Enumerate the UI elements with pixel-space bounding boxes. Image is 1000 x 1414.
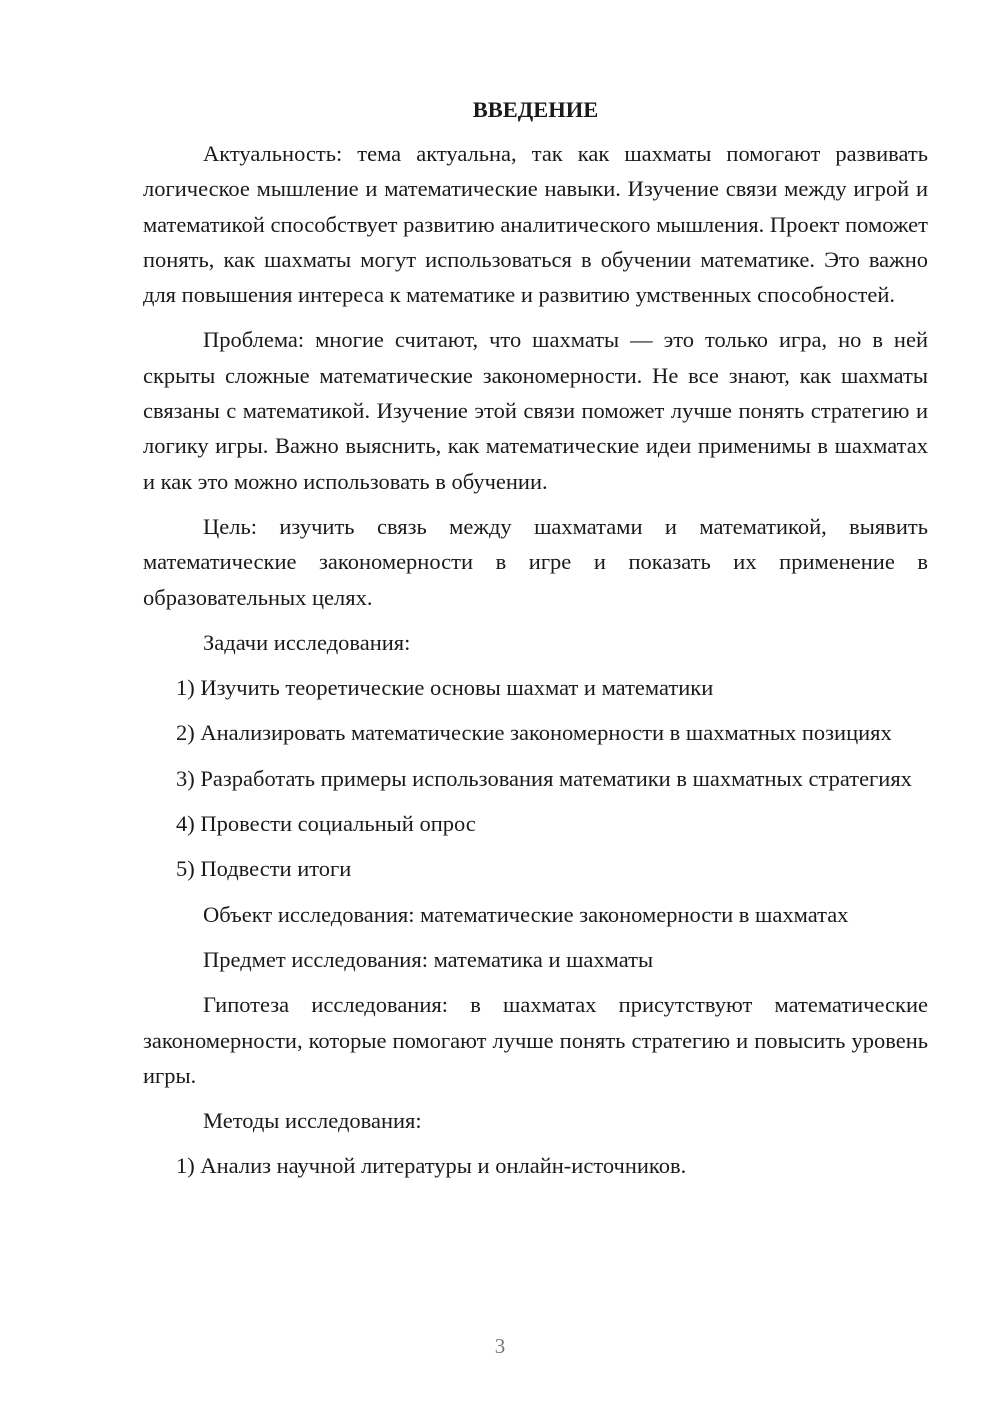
task-item-5: 5) Подвести итоги: [176, 856, 352, 882]
method-item-1: 1) Анализ научной литературы и онлайн-источников.: [176, 1153, 687, 1179]
task-item-4: 4) Провести социальный опрос: [176, 811, 476, 837]
task-item-2: 2) Анализировать математические закономерности в шахматных позициях: [176, 720, 892, 746]
task-item-1: 1) Изучить теоретические основы шахмат и математики: [176, 675, 714, 701]
tasks-heading: Задачи исследования:: [203, 629, 411, 655]
paragraph-goal: Цель: изучить связь между шахматами и математикой, выявить математические закономерности в игре и показать их применение в образовательных целях.: [143, 513, 928, 610]
section-title-text: ВВЕДЕНИЕ: [472, 97, 599, 122]
paragraph-problem: Проблема: многие считают, что шахматы — это только игра, но в ней скрыты сложные математические закономерности. Не все знают, как шахматы связаны с математикой. Изучение этой связи поможет лучше понять стратегию и логику игры. Важно выяснить, как математические идеи применимы в шахматах и как это можно использовать в обучении.: [143, 327, 928, 494]
research-hypothesis: Гипотеза исследования: в шахматах присутствуют математические закономерности, которые помогают лучше понять стратегию и повысить уровень игры.: [143, 992, 928, 1088]
document-page: [143, 92, 928, 1194]
methods-heading: Методы исследования:: [203, 1108, 422, 1134]
research-subject: Предмет исследования: математика и шахматы: [203, 946, 654, 972]
paragraph-relevance: Актуальность: тема актуальна, так как шахматы помогают развивать логическое мышление и математические навыки. Изучение связи между игрой и математикой способствует развитию аналитического мышления. Проект поможет понять, как шахматы могут использоваться в обучении математике. Это важно для повышения интереса к математике и развитию умственных способностей.: [143, 141, 928, 308]
page-number: 3: [494, 1334, 506, 1358]
section-title: [143, 92, 928, 127]
task-item-3: 3) Разработать примеры использования математики в шахматных стратегиях: [176, 765, 912, 791]
research-object: Объект исследования: математические закономерности в шахматах: [203, 901, 849, 927]
